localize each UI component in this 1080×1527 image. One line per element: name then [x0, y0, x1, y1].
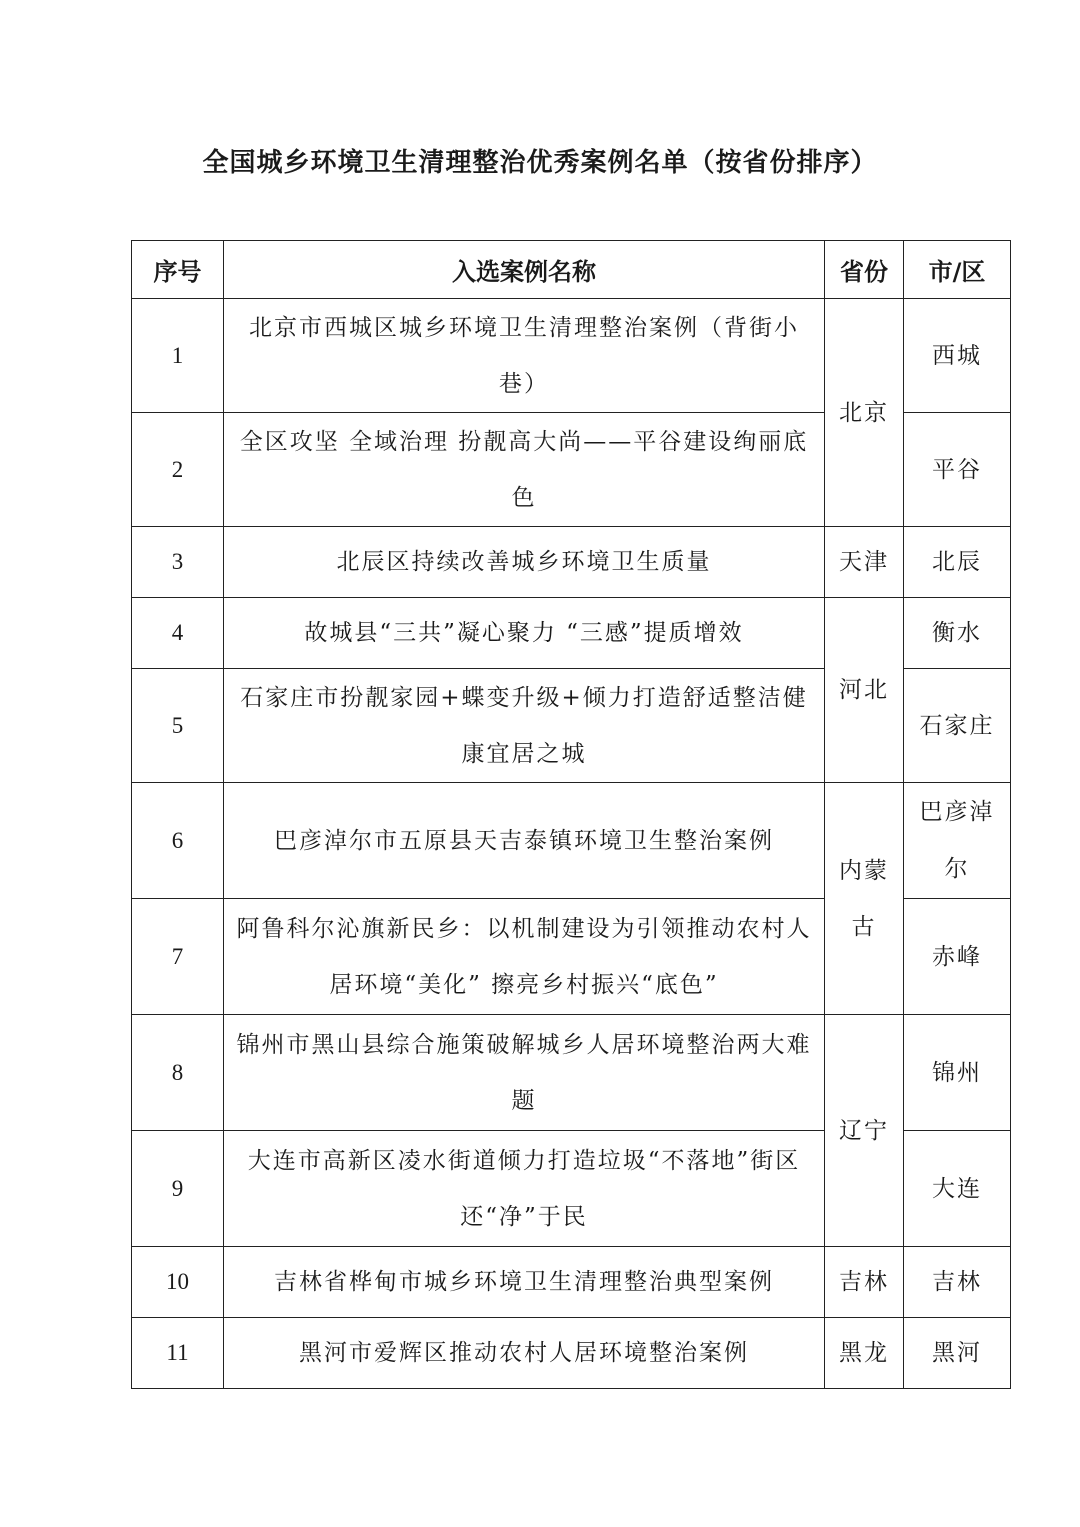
row-case-name: 北辰区持续改善城乡环境卫生质量: [224, 527, 825, 598]
row-city: 西城: [904, 299, 1011, 413]
row-city: 赤峰: [904, 899, 1011, 1015]
row-province: 黑龙: [825, 1318, 904, 1389]
row-case-name: 大连市高新区凌水街道倾力打造垃圾“不落地”街区 还“净”于民: [224, 1131, 825, 1247]
table-row: [132, 783, 1011, 899]
header-num: 序号: [132, 241, 224, 299]
table-row: [132, 1247, 1011, 1318]
row-province: 吉林: [825, 1247, 904, 1318]
row-province: 辽宁: [825, 1015, 904, 1247]
row-case-name: 北京市西城区城乡环境卫生清理整治案例（背街小巷）: [224, 299, 825, 413]
row-num: 6: [132, 783, 224, 899]
row-city: 锦州: [904, 1015, 1011, 1131]
row-city: 平谷: [904, 413, 1011, 527]
row-city: 黑河: [904, 1318, 1011, 1389]
row-case-name: 阿鲁科尔沁旗新民乡：以机制建设为引领推动农村人居环境“美化” 擦亮乡村振兴“底色”: [224, 899, 825, 1015]
row-num: 11: [132, 1318, 224, 1389]
row-city: 北辰: [904, 527, 1011, 598]
row-num: 4: [132, 598, 224, 669]
table-row: [132, 598, 1011, 669]
document-title: 全国城乡环境卫生清理整治优秀案例名单（按省份排序）: [202, 148, 878, 178]
row-province: 北京: [825, 299, 904, 527]
row-city: 衡水: [904, 598, 1011, 669]
row-city: 吉林: [904, 1247, 1011, 1318]
row-city: 大连: [904, 1131, 1011, 1247]
row-case-name: 石家庄市扮靓家园+蝶变升级+倾力打造舒适整洁健康宜居之城: [224, 669, 825, 783]
header-name: 入选案例名称: [224, 241, 825, 299]
row-case-name: 全区攻坚 全域治理 扮靓高大尚——平谷建设绚丽底色: [224, 413, 825, 527]
row-city: 石家庄: [904, 669, 1011, 783]
row-case-name: 锦州市黑山县综合施策破解城乡人居环境整治两大难题: [224, 1015, 825, 1131]
row-num: 3: [132, 527, 224, 598]
row-province: 内蒙古: [825, 783, 904, 1015]
row-province: 天津: [825, 527, 904, 598]
row-province: 河北: [825, 598, 904, 783]
row-case-name: 巴彦淖尔市五原县天吉泰镇环境卫生整治案例: [224, 783, 825, 899]
row-num: 1: [132, 299, 224, 413]
header-city: 市/区: [904, 241, 1011, 299]
row-case-name: 故城县“三共”凝心聚力 “三感”提质增效: [224, 598, 825, 669]
row-num: 5: [132, 669, 224, 783]
row-case-name: 黑河市爱辉区推动农村人居环境整治案例: [224, 1318, 825, 1389]
row-num: 7: [132, 899, 224, 1015]
row-city: 巴彦淖尔: [904, 783, 1011, 899]
row-num: 10: [132, 1247, 224, 1318]
table-row: [132, 1318, 1011, 1389]
row-num: 2: [132, 413, 224, 527]
case-list-table: [131, 240, 1011, 1389]
row-num: 9: [132, 1131, 224, 1247]
table-row: [132, 299, 1011, 413]
table-row: [132, 527, 1011, 598]
table-header-row: [132, 241, 1011, 299]
header-province: 省份: [825, 241, 904, 299]
row-num: 8: [132, 1015, 224, 1131]
table-row: [132, 1015, 1011, 1131]
row-case-name: 吉林省桦甸市城乡环境卫生清理整治典型案例: [224, 1247, 825, 1318]
